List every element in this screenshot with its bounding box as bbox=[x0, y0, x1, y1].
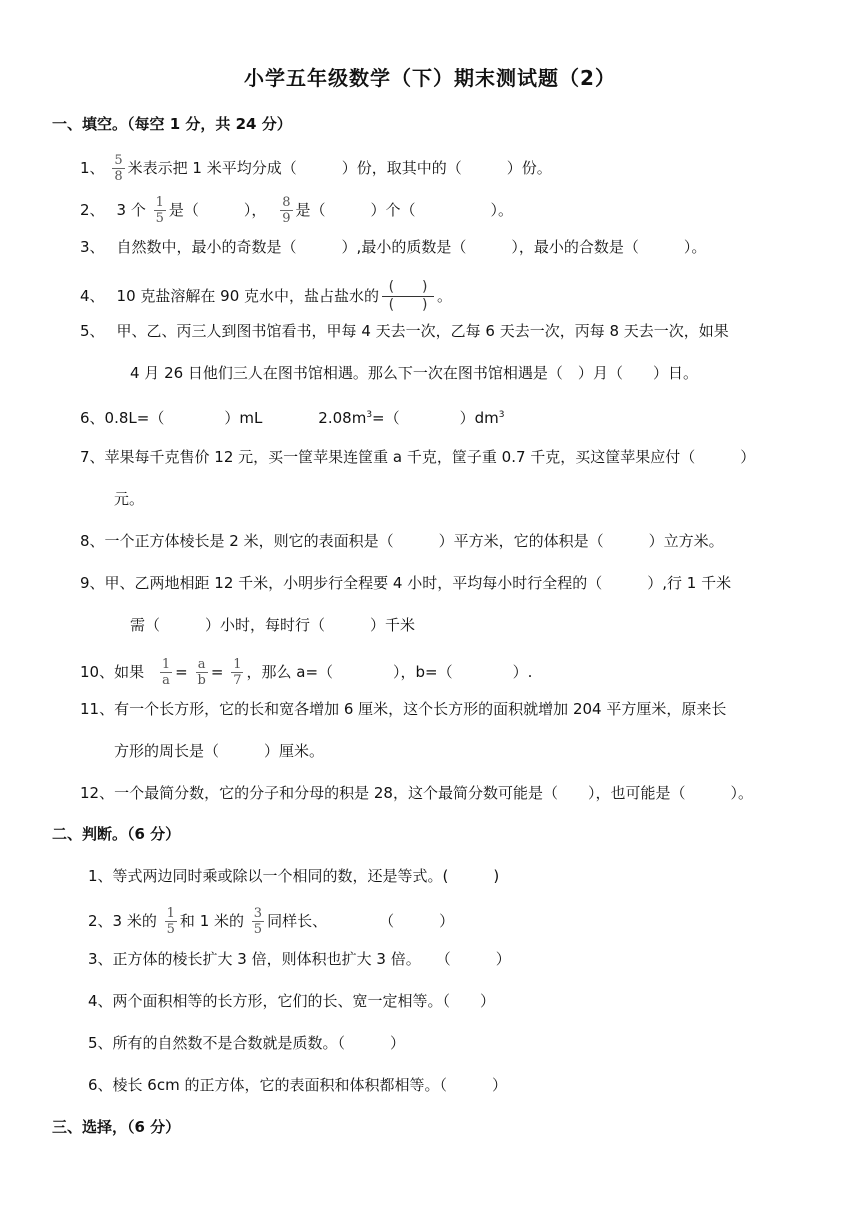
fill-question-9-cont: 需（ ）小时，每时行（ ）千米 bbox=[130, 616, 416, 634]
fill-question-4: 4、 10 克盐溶解在 90 克水中，盐占盐水的 $\frac{( )}{( )}$ 。 bbox=[80, 279, 453, 313]
fraction-1-7: $\frac{1}{7}$ bbox=[233, 657, 242, 688]
judge-question-2: 2、3 米的 $\frac{1}{5}$ 和 1 米的 $\frac{3}{5}$ 同样长、 （ ） bbox=[88, 906, 455, 937]
fill-question-9: 9、甲、乙两地相距 12 千米，小明步行全程要 4 小时，平均每小时行全程的（ ）,行 1 千米 bbox=[80, 574, 732, 592]
fraction-a-b: $\frac{a}{b}$ bbox=[197, 657, 206, 688]
fraction-blank: $\frac{( )}{( )}$ bbox=[382, 279, 434, 314]
section-2-heading: 二、判断。（6 分） bbox=[52, 825, 181, 843]
section-3-heading: 三、选择，（6 分） bbox=[52, 1118, 181, 1136]
fraction-1-5: $\frac{1}{5}$ bbox=[155, 195, 164, 226]
fill-question-7-cont: 元。 bbox=[114, 490, 145, 508]
judge-question-3: 3、正方体的棱长扩大 3 倍，则体积也扩大 3 倍。 （ ） bbox=[88, 950, 511, 968]
judge-question-4: 4、两个面积相等的长方形，它们的长、宽一定相等。（ ） bbox=[88, 992, 496, 1010]
section-1-heading: 一、填空。（每空 1 分，共 24 分） bbox=[52, 115, 292, 133]
fraction-3-5: $\frac{3}{5}$ bbox=[253, 906, 263, 937]
page-title: 小学五年级数学（下）期末测试题（2） bbox=[244, 66, 616, 90]
fraction-1-a: $\frac{1}{a}$ bbox=[161, 657, 171, 688]
judge-question-1: 1、等式两边同时乘或除以一个相同的数，还是等式。( ) bbox=[88, 867, 500, 885]
fill-question-5-cont: 4 月 26 日他们三人在图书馆相遇。那么下一次在图书馆相遇是（ ）月（ ）日。 bbox=[130, 364, 698, 382]
fill-question-1: 1、 $\frac{5}{8}$ 米表示把 1 米平均分成（ ）份，取其中的（ ）份。 bbox=[80, 153, 552, 184]
judge-question-6: 6、棱长 6cm 的正方体，它的表面积和体积都相等。（ ） bbox=[88, 1076, 507, 1094]
fraction-8-9: $\frac{8}{9}$ bbox=[282, 195, 291, 226]
fill-question-12: 12、一个最简分数，它的分子和分母的积是 28，这个最简分数可能是（ ），也可能是（ ）。 bbox=[80, 784, 753, 802]
fill-question-3: 3、 自然数中，最小的奇数是（ ）,最小的质数是（ ），最小的合数是（ ）。 bbox=[80, 238, 707, 256]
fill-question-8: 8、一个正方体棱长是 2 米，则它的表面积是（ ）平方米，它的体积是（ ）立方米。 bbox=[80, 532, 724, 550]
fraction-5-8: $\frac{5}{8}$ bbox=[114, 153, 123, 184]
fill-question-7: 7、苹果每千克售价 12 元，买一筐苹果连筐重 a 千克，筐子重 0.7 千克，买这筐苹果应付（ ） bbox=[80, 448, 756, 466]
fraction-1-5: $\frac{1}{5}$ bbox=[166, 906, 175, 937]
fill-question-5: 5、 甲、乙、丙三人到图书馆看书，甲每 4 天去一次，乙每 6 天去一次，丙每 8 天去一次，如果 bbox=[80, 322, 729, 340]
judge-question-5: 5、所有的自然数不是合数就是质数。（ ） bbox=[88, 1034, 406, 1052]
fill-question-11: 11、有一个长方形，它的长和宽各增加 6 厘米，这个长方形的面积就增加 204 平方厘米，原来长 bbox=[80, 700, 727, 718]
fill-question-11-cont: 方形的周长是（ ）厘米。 bbox=[114, 742, 325, 760]
fill-question-2: 2、 3 个 $\frac{1}{5}$ 是（ ）， $\frac{8}{9}$ 是（ ）个（ ）。 bbox=[80, 195, 514, 226]
fill-question-10: 10、如果 $\frac{1}{a}$ = $\frac{a}{b}$ = $\frac{1}{7}$ ，那么 a=（ ），b=（ ）. bbox=[80, 657, 533, 688]
fill-question-6: 6、0.8L=（ ）mL $2.08m^3=$（ ）$dm^3$ bbox=[80, 409, 505, 427]
